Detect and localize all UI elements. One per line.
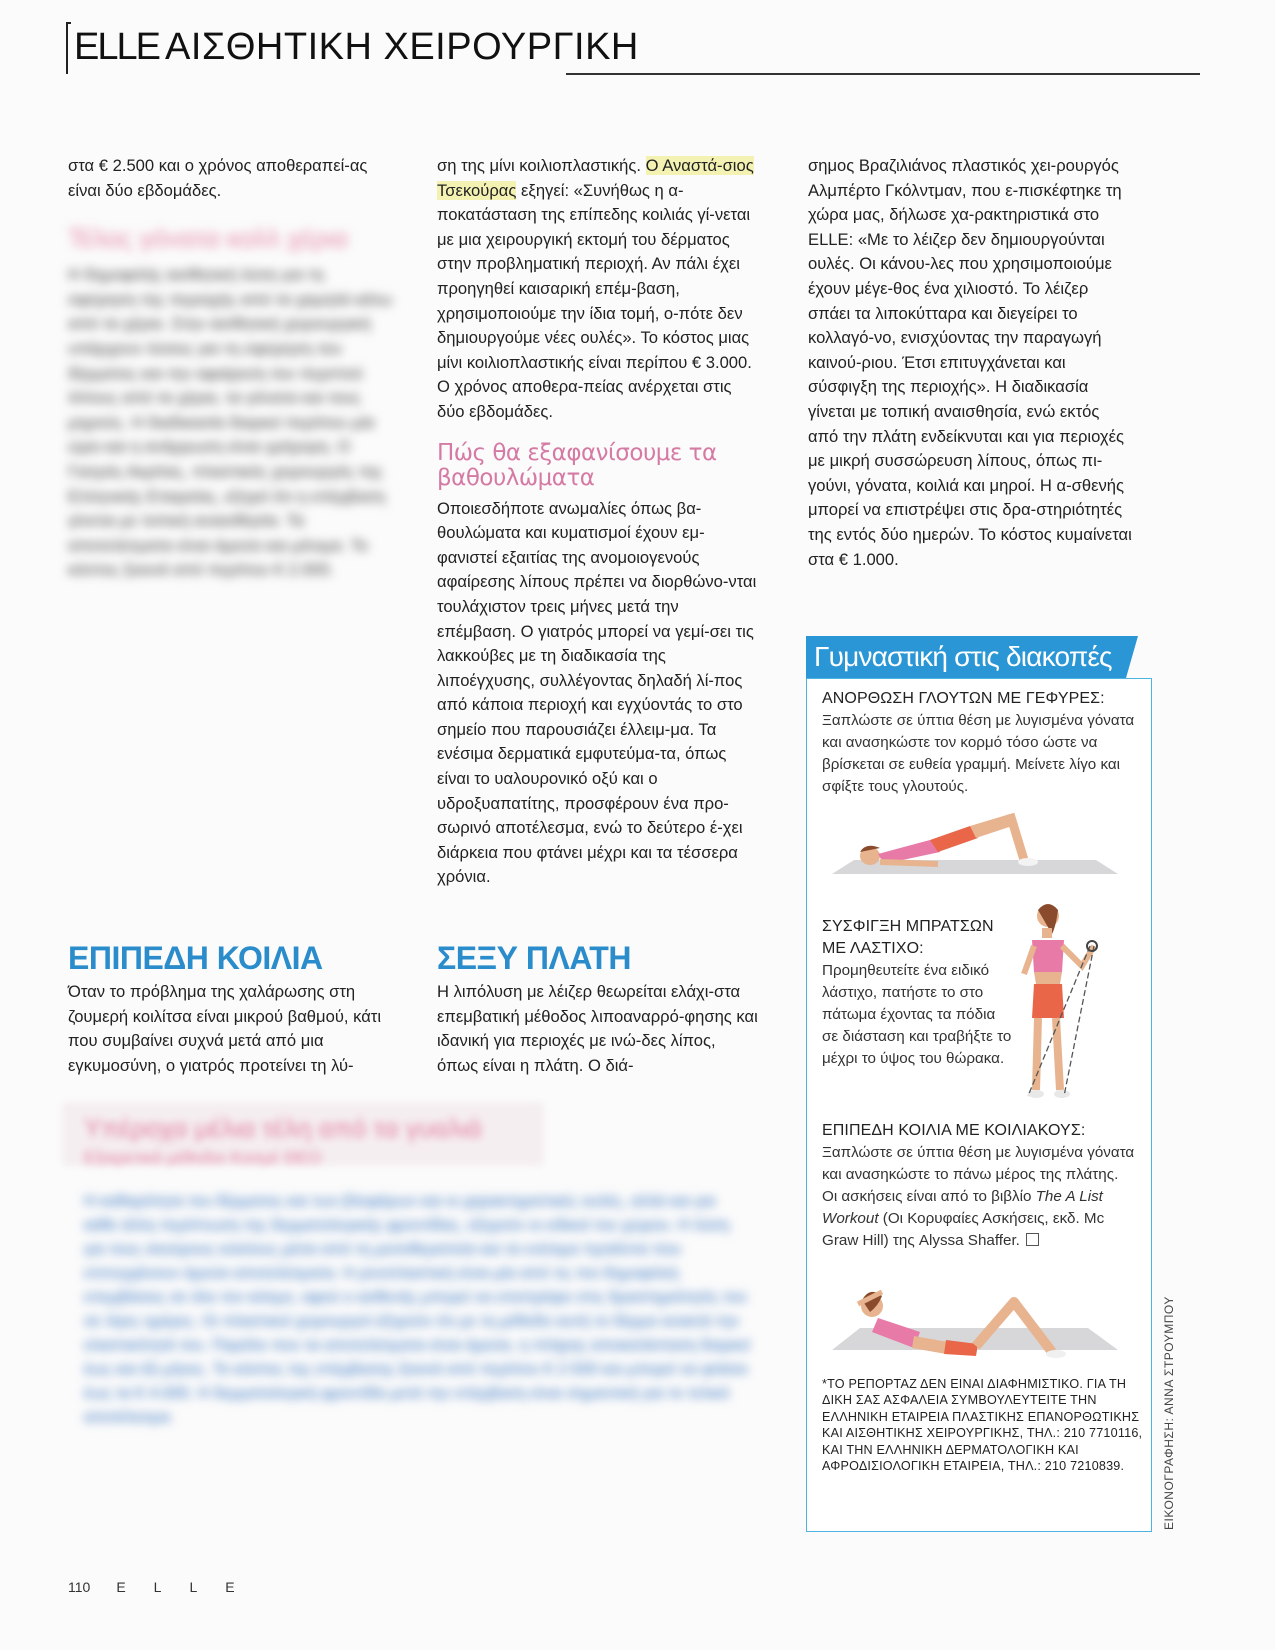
header-bracket [66, 22, 71, 74]
band-figure [1020, 900, 1130, 1112]
heading-flat-belly: ΕΠΙΠΕΔΗ ΚΟΙΛΙΑ [68, 940, 323, 976]
col3-paragraph: σημος Βραζιλιάνος πλαστικός χει-ρουργός Αλμπέρτο Γκόλντμαν, που ε-πισκέφτηκε τη χώρα μας, δήλωσε χα-ρακτηριστικά στο ELLE: «Με το λέιζερ δεν δημιουργούνται ουλές. Οι κάνου-λες που χρησιμοποιούμε έχουν μέγε-θος ένα χιλιοστό. Το λέιζερ σπάει τα λιποκύτταρα και διεγείρει το κολλαγό-νο, ενισχύοντας την παραγωγή καινού-ριου. Έτσι επιτυγχάνεται και σύσφιγξη της περιοχής». Η διαδικασία γίνεται με τοπική αναισθησία, ενώ εκτός από την πλάτη ενδείκνυται και για περιοχές με μικρή συσσώρευση λίπους, όπως πι-γούνι, γόνατα, κοιλιά και μηροί. Η α-σθενής μπορεί να επιστρέψει στις δρα-στηριότητές της εντός δύο ημερών. Το κόστος κυμαίνεται στα € 1.000. [808, 156, 1132, 569]
exercise-3 [822, 1120, 1144, 1252]
source-text-a: Οι ασκήσεις είναι από το βιβλίο [822, 1188, 1036, 1205]
page-header [66, 20, 1132, 76]
bridge-figure [840, 804, 1110, 868]
highlighted-name: Ο Αναστά-σιος Τσεκούρας [437, 156, 754, 200]
blurred-box-title: Υπέροχα μέλια τέλη από τα γυαλιά [84, 1113, 482, 1143]
page-footer [68, 1579, 263, 1595]
source-book-title: The A List Workout [822, 1188, 1103, 1227]
footer-magazine: ELLE [116, 1579, 263, 1595]
col1-intro: στα € 2.500 και ο χρόνος αποθεραπεί-ας είναι δύο εβδομάδες. [68, 156, 368, 200]
col2-text-b: εξηγεί: «Συνήθως η α-ποκατάσταση της επίπεδης κοιλιάς γί-νεται με μια χειρουργική εκτομή του δέρματος στην προβληματική περιοχή. Αν πάλι έχει προηγηθεί καισαρική επέμ-βαση, χρησιμοποιούμε την ίδια τομή, ο-πότε δεν δημιουργούμε νέες ουλές». Το κόστος μιας μίνι κοιλιοπλαστικής είναι περίπου € 3.000. Ο χρόνος αποθερα-πείας ανέρχεται στις δύο εβδομάδες. [437, 180, 752, 421]
magazine-brand: ELLE [74, 26, 159, 68]
sexy-back-paragraph: Η λιπόλυση με λέιζερ θεωρείται ελάχι-στα επεμβατική μέθοδος λιποαναρρό-φησης και ιδανική για περιοχές με ινώ-δες λίπος, όπως είναι η πλάτη. Ο διά- [437, 982, 758, 1075]
col2-paragraph-1 [437, 154, 761, 425]
blurred-paragraph: Η δημοφιλής αισθητική λύση για τη σφύρηση της περιοχής από τα χαμηλά κάτω από τα χέρια. Στην αισθητική χειρουργική υπάρχουν λύσεις για τη σφύρηση του δέρματος και την αφαίρεση του περιττού λίπους από τα χέρια, τα γόνατα και τους μηρούς. Η διαδικασία διαρκεί περίπου μία ώρα και η ανάρρωση είναι γρήγορη. Ο Γιατρός Ακρίτας, πλαστικός χειρουργός της Ελληνικής Εταιρείας, εξηγεί ότι η επέμβαση γίνεται με τοπική αναισθησία. Τα αποτελέσματα είναι άμεσα και μόνιμα. Το κόστος ξεκινά από περίπου € 2.000. [68, 265, 392, 580]
source-text-b: (Οι Κορυφαίες Ασκήσεις, εκδ. Mc Graw Hill) της Alyssa Shaffer. [822, 1210, 1105, 1249]
exercise-1 [822, 688, 1144, 798]
exercise-2-text: Προμηθευτείτε ένα ειδικό λάστιχο, πατήστε το στο πάτωμα έχοντας τα πόδια σε διάσταση και τραβήξτε το μέχρι το ύψος του θώρακα. [822, 962, 1012, 1067]
exercise-2 [822, 916, 1012, 1070]
header-title [74, 24, 639, 70]
page-number: 110 [68, 1579, 91, 1595]
flat-belly-paragraph: Όταν το πρόβλημα της χαλάρωσης στη ζουμερή κοιλίτσα είναι μικρού βαθμού, κάτι που συμβαίνει συχνά μετά από μια εγκυμοσύνη, ο γιατρός προτείνει τη λύ- [68, 982, 382, 1075]
column-1 [68, 154, 396, 583]
blurred-region [68, 223, 396, 583]
exercise-2-heading: ΣΥΣΦΙΓΞΗ ΜΠΡΑΤΣΩΝ ΜΕ ΛΑΣΤΙΧΟ: [822, 918, 994, 957]
column-2 [437, 154, 761, 890]
heading-sexy-back: ΣΕΞΥ ΠΛΑΤΗ [437, 940, 631, 976]
section-title: ΑΙΣΘΗΤΙΚΗ ΧΕΙΡΟΥΡΓΙΚΗ [164, 26, 639, 68]
illustration-credit: ΕΙΚΟΝΟΓΡΑΦΗΣΗ: ΑΝΝΑ ΣΤΡΟΥΜΠΟΥ [1162, 1296, 1176, 1530]
col2-text-a: ση της μίνι κοιλιοπλαστικής. [437, 156, 646, 175]
exercise-3-heading: ΕΠΙΠΕΔΗ ΚΟΙΛΙΑ ΜΕ ΚΟΙΛΙΑΚΟΥΣ: [822, 1122, 1086, 1139]
crunch-figure [848, 1282, 1088, 1366]
exercise-1-text: Ξαπλώστε σε ύπτια θέση με λυγισμένα γόνατα και ανασηκώστε τον κορμό τόσο ώστε να βρίσκεται σε ευθεία γραμμή. Μείνετε λίγο και σφίξτε τους γλουτούς. [822, 712, 1135, 795]
blurred-box-body: Η καθαρότητα του δέρματος και των βλεφάρων και οι χαρακτηριστικές ουλές, αλλά και για κάθε άλλη περίπτωση της δερματολογικής φροντίδας, εξηγούν οι ειδικοί του χώρου. Η λύση για τους σκούρους κύκλους μέσα από τη μεσοθεραπεία και τα ενέσιμα προϊόντα που επιτυγχάνουν άμεσα αποτελέσματα. Η ρινοπλαστική είναι μία από τις πιο δημοφιλείς επεμβάσεις σε όλο τον κόσμο, αφού ο ασθενής μπορεί να επιστρέψει στις δραστηριότητές του σε λίγες ημέρες. Οι πλαστικοί χειρουργοί εξηγούν ότι με τη μέθοδο αυτή το δέρμα ανακτά την ελαστικότητά του. Παρόλο που τα αποτελέσματα είναι άμεσα, η πλήρης αποκατάσταση διαρκεί έως και έξι μήνες. Το κόστος της επέμβασης ξεκινά από περίπου € 2.500 και μπορεί να φτάσει έως τα € 4.000. Η δερματολογική φροντίδα μετά την επέμβαση είναι σημαντική για το τελικό αποτέλεσμα. [84, 1193, 751, 1426]
exercise-1-heading: ΑΝΟΡΘΩΣΗ ΓΛΟΥΤΩΝ ΜΕ ΓΕΦΥΡΕΣ: [822, 690, 1105, 707]
blurred-subhead: Τέλος γόνατα κολλ χέρια [68, 223, 348, 254]
subheading-dimples: Πώς θα εξαφανίσουμε τα βαθουλώματα [437, 439, 717, 491]
sidebar-title: Γυμναστική στις διακοπές [806, 636, 1126, 678]
column-3 [808, 154, 1134, 572]
end-mark-icon [1026, 1233, 1039, 1246]
exercise-3-text: Ξαπλώστε σε ύπτια θέση με λυγισμένα γόνατα και ανασηκώστε το πάνω μέρος της πλάτης. [822, 1144, 1135, 1183]
exercise-source [822, 1186, 1144, 1252]
disclaimer: *ΤΟ ΡΕΠΟΡΤΑΖ ΔΕΝ ΕΙΝΑΙ ΔΙΑΦΗΜΙΣΤΙΚΟ. ΓΙΑ ΤΗ ΔΙΚΗ ΣΑΣ ΑΣΦΑΛΕΙΑ ΣΥΜΒΟΥΛΕΥΤΕΙΤΕ ΤΗΝ ΕΛΛΗΝΙΚΗ ΕΤΑΙΡΕΙΑ ΠΛΑΣΤΙΚΗΣ ΕΠΑΝΟΡΘΩΤΙΚΗΣ ΚΑΙ ΑΙΣΘΗΤΙΚΗΣ ΧΕΙΡΟΥΡΓΙΚΗΣ, ΤΗΛ.: 210 7710116, ΚΑΙ ΤΗΝ ΕΛΛΗΝΙΚΗ ΔΕΡΜΑΤΟΛΟΓΙΚΗ ΚΑΙ ΑΦΡΟΔΙΣΙΟΛΟΓΙΚΗ ΕΤΑΙΡΕΙΑ, ΤΗΛ.: 210 7210839. [822, 1377, 1143, 1474]
header-rule [566, 73, 1200, 75]
col2-paragraph-2: Οποιεσδήποτε ανωμαλίες όπως βα-θουλώματα και κυματισμοί έχουν εμ-φανιστεί εξαιτίας της ανομοιογενούς αφαίρεσης λίπους πρέπει να διορθώνο-νται τουλάχιστον τρεις μήνες μετά την επέμβαση. Ο γιατρός μπορεί να γεμί-σει τις λακκούβες με τη διαδικασία της λιποέγχυσης, συλλέγοντας δηλαδή λί-πος από κάποια περιοχή και εγχύοντάς το στο σημείο που παρουσιάζει έλλειμ-μα. Τα ενέσιμα δερματικά εμφυτεύμα-τα, όπως είναι το υαλουρονικό οξύ και ο υδροξυαπατίτης, προσφέρουν ένα προ-σωρινό αποτέλεσμα, ενώ το δεύτερο έ-χει διάρκεια που φτάνει μέχρι και τα τέσσερα χρόνια. [437, 498, 757, 887]
blurred-box-subtitle: Εξαιρετικά μέθοδοι Κοσμέ ΘΕΟ [84, 1148, 322, 1167]
